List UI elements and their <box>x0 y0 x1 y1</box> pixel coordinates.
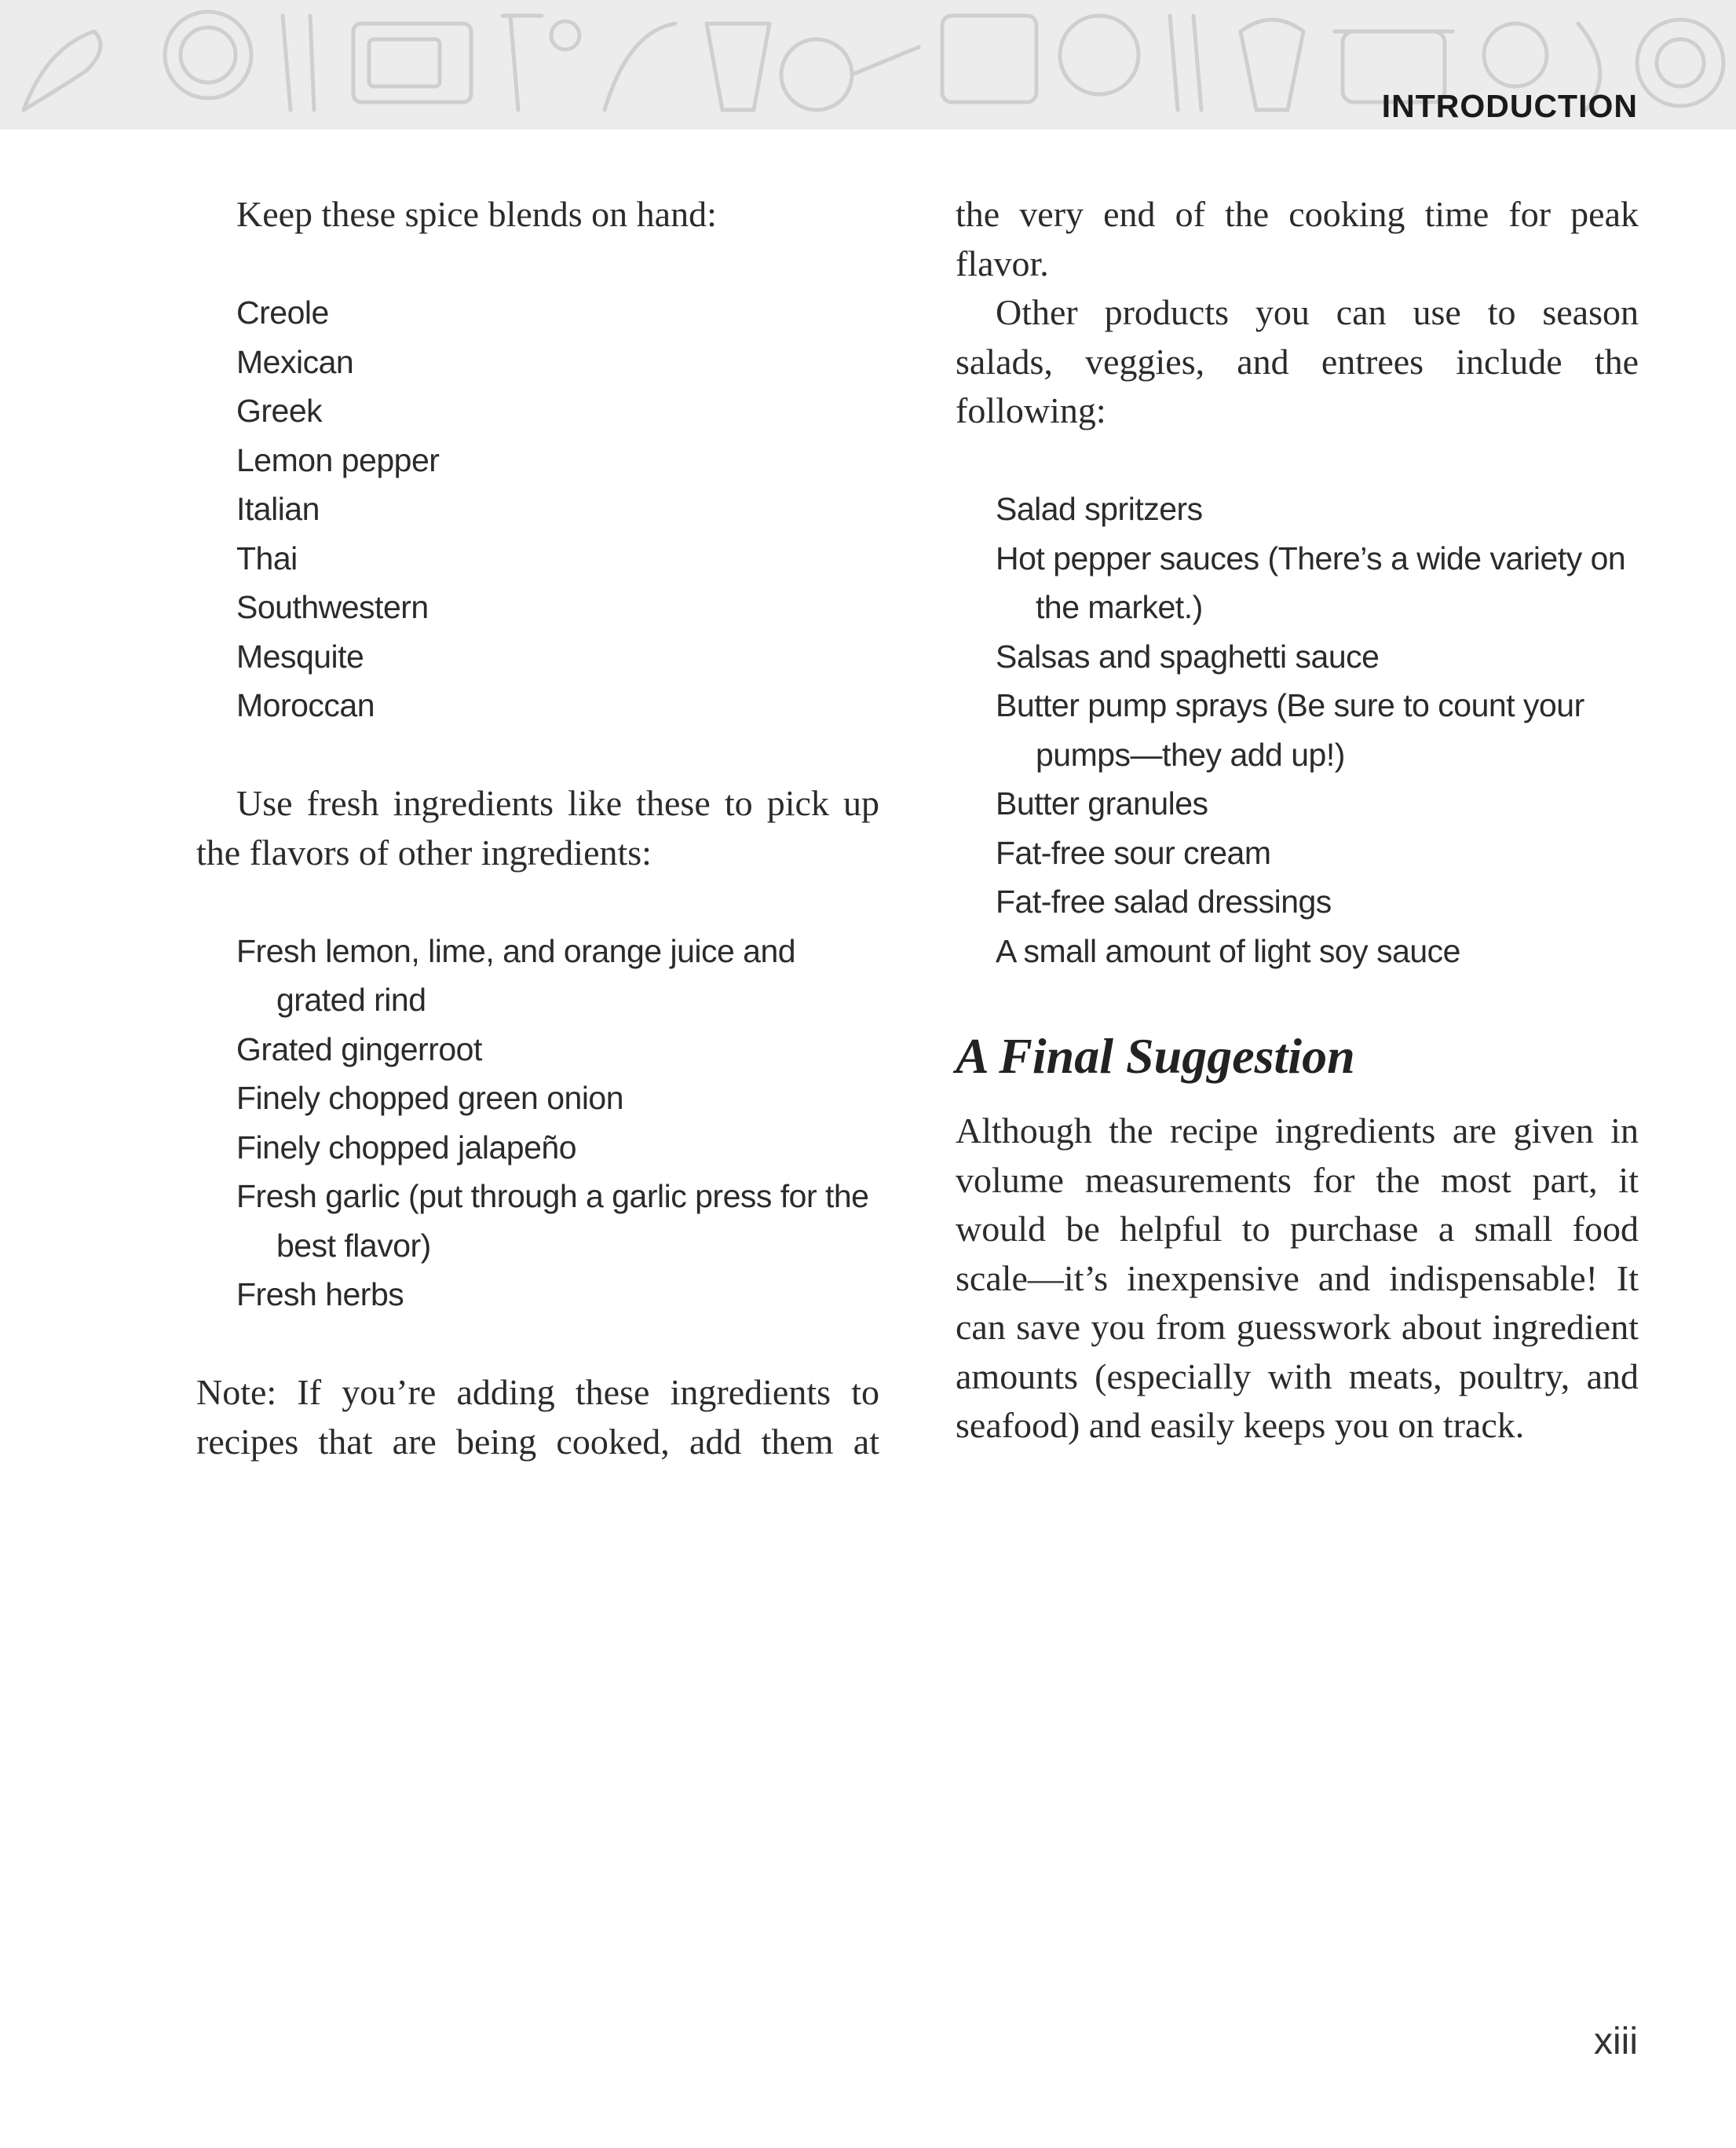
other-products-intro: Other products you can use to season salads, veggies, and entrees include the following: <box>956 292 1639 430</box>
list-item: Fat-free sour cream <box>996 834 1271 871</box>
list-item: Creole <box>236 295 329 331</box>
note-paragraph: Note: If you’re adding these ingredients to recipes that are being cooked, add them at <box>196 1372 879 1462</box>
list-item: Butter pump sprays (Be sure to count your pumps—they add up!) <box>996 687 1584 773</box>
list-item: A small amount of light soy sauce <box>996 932 1460 969</box>
note-continued: the very end of the cooking time for peak flavor. <box>956 194 1639 284</box>
final-suggestion-paragraph: Although the recipe ingredients are given in volume measurements for the most part, it would be helpful to purchase a small food scale—it’s inexpensive and indispensable! It can save you from guesswork about ingredient amounts (especially with meats, poultry, and seafood) and easily keeps you on track. <box>956 1111 1639 1445</box>
section-title: INTRODUCTION <box>1381 88 1638 124</box>
spice-intro: Keep these spice blends on hand: <box>236 194 717 234</box>
fresh-ingredients-intro: Use fresh ingredients like these to pick up the flavors of other ingredients: <box>196 783 879 873</box>
box-doodle-icon <box>942 16 1036 102</box>
colander-doodle-icon <box>165 12 251 98</box>
header-banner <box>0 0 1736 130</box>
list-item: Hot pepper sauces (There’s a wide variety on the market.) <box>996 540 1626 625</box>
list-item: Thai <box>236 540 298 576</box>
list-item: Fresh herbs <box>236 1276 404 1312</box>
pan-doodle-icon <box>781 39 852 110</box>
cup-doodle-icon <box>707 24 769 110</box>
page-number: xiii <box>1594 2021 1638 2062</box>
section-heading: A Final Suggestion <box>956 1028 1355 1084</box>
list-item: Finely chopped jalapeño <box>236 1129 576 1165</box>
glass-doodle-icon <box>1241 20 1303 110</box>
left-column <box>196 190 879 1466</box>
plate-doodle-icon <box>1484 24 1547 86</box>
knife-doodle-icon <box>310 16 314 110</box>
list-item: Fat-free salad dressings <box>996 884 1332 920</box>
list-item: Southwestern <box>236 589 429 625</box>
other-products-list <box>956 485 1639 975</box>
spatula-doodle-icon <box>605 24 675 110</box>
list-item: Butter granules <box>996 785 1208 822</box>
list-item: Moroccan <box>236 687 375 723</box>
list-item: Fresh lemon, lime, and orange juice and grated rind <box>236 932 796 1018</box>
list-item: Salsas and spaghetti sauce <box>996 638 1380 675</box>
fresh-ingredient-list <box>196 927 879 1319</box>
list-item: Mexican <box>236 343 354 380</box>
list-item: Greek <box>236 393 323 429</box>
spice-blend-list <box>196 288 879 730</box>
bowl-doodle-icon <box>1060 16 1138 94</box>
list-item: Mesquite <box>236 638 364 675</box>
list-item: Fresh garlic (put through a garlic press for the best flavor) <box>236 1178 869 1264</box>
list-item: Italian <box>236 491 320 527</box>
fork-doodle-icon <box>283 16 291 110</box>
right-column <box>956 190 1639 1451</box>
round-pan-doodle-icon <box>1637 20 1723 106</box>
list-item: Salad spritzers <box>996 491 1203 527</box>
list-item: Lemon pepper <box>236 441 440 478</box>
list-item: Grated gingerroot <box>236 1030 482 1067</box>
whisk-doodle-icon <box>503 16 542 110</box>
leaf-doodle-icon <box>24 31 101 110</box>
list-item: Finely chopped green onion <box>236 1080 624 1116</box>
